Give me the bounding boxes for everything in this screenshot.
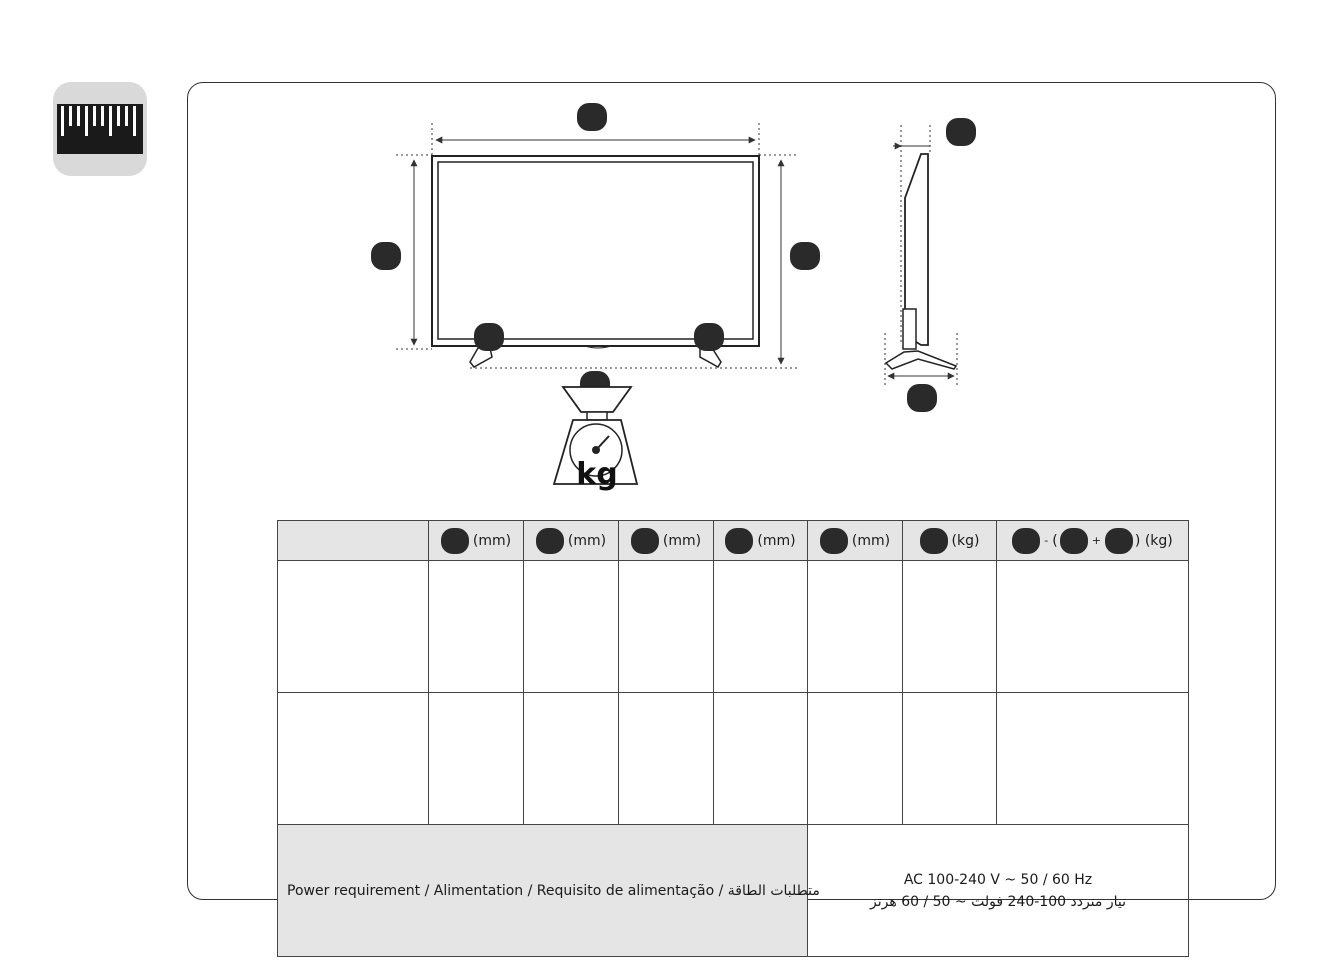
marker-dot [1105, 528, 1133, 554]
header-unit: (mm) [662, 532, 702, 549]
table-row [278, 561, 1189, 693]
header-unit: (mm) [757, 532, 796, 549]
marker-width [577, 103, 607, 131]
power-value-line1: AC 100-240 V ~ 50 / 60 Hz [903, 871, 1093, 888]
table-header-row [278, 521, 1189, 561]
marker-dot [631, 528, 659, 554]
open-paren: ( [1052, 532, 1058, 549]
marker-dot [1060, 528, 1088, 554]
plus-sign: + [1091, 534, 1101, 547]
header-unit: (mm) [472, 532, 512, 549]
marker-dot [441, 528, 469, 554]
marker-stand-left [474, 323, 504, 351]
minus-sign: - [1044, 534, 1049, 547]
close-unit: ) (kg) [1134, 532, 1173, 549]
marker-height-with-stand [790, 242, 820, 270]
table-row [278, 693, 1189, 825]
spec-table [277, 520, 1189, 957]
marker-height [371, 242, 401, 270]
header-unit: (kg) [951, 532, 980, 549]
header-model [278, 521, 429, 561]
power-value-line2: تيار متردد 100-240 فولت ~ 50 / 60 هرتز [870, 893, 1126, 910]
power-requirement-label: Power requirement / Alimentation / Requisito de alimentação / متطلبات الطاقة [278, 825, 808, 957]
marker-stand-right [694, 323, 724, 351]
weight-scale-icon [554, 387, 637, 492]
power-requirement-value [808, 825, 1189, 957]
power-row [278, 825, 1189, 957]
header-unit: (mm) [567, 532, 607, 549]
marker-dot [536, 528, 564, 554]
header-unit: (mm) [851, 532, 891, 549]
tv-side-view [886, 154, 956, 369]
marker-dot [725, 528, 753, 554]
marker-depth [946, 118, 976, 146]
marker-stand-depth [907, 384, 937, 412]
marker-dot [920, 528, 948, 554]
scale-unit-label: kg [576, 457, 618, 492]
marker-dot [820, 528, 848, 554]
marker-dot [1012, 528, 1040, 554]
